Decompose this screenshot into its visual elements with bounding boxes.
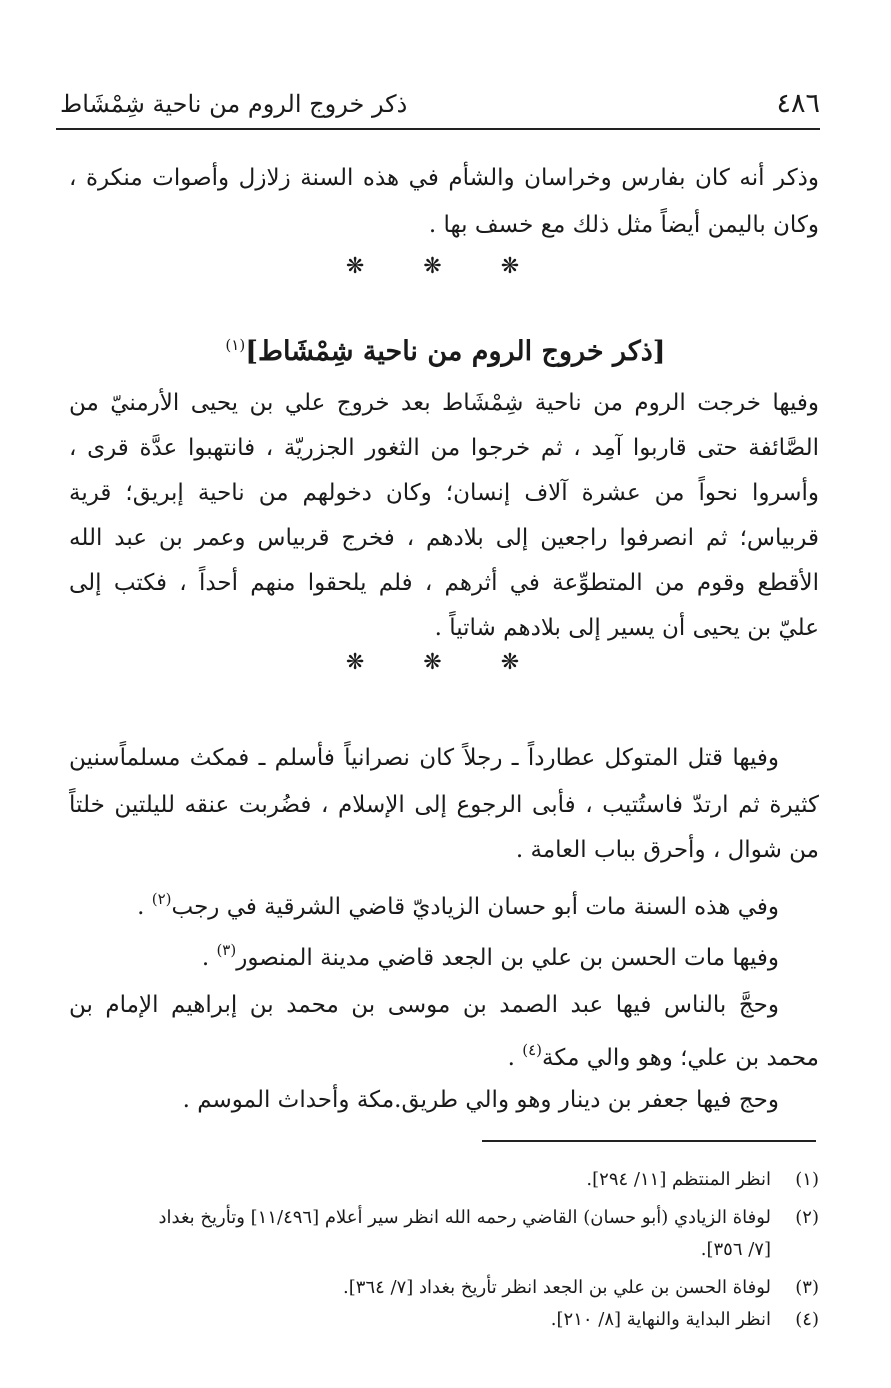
paragraph-line: وفيها قتل المتوكل عطارداً ـ رجلاً كان نصرانياً فأسلم ـ فمكث مسلماًسنين	[69, 745, 779, 771]
page-number: ٤٨٦	[776, 88, 820, 119]
paragraph-line	[69, 935, 779, 973]
paragraph-line: وحجَّ بالناس فيها عبد الصمد بن موسى بن محمد بن إبراهيم الإمام بن	[69, 992, 779, 1018]
footnote-continuation: [٧/ ٣٥٦].	[700, 1239, 771, 1260]
footnote	[69, 1166, 819, 1194]
sentence-end: .	[507, 1045, 523, 1071]
footnote-ref: (٢)	[151, 890, 172, 908]
running-header-title: ذكر خروج الروم من ناحية شِمْشَاط	[60, 90, 408, 118]
paragraph-line: وكان باليمن أيضاً مثل ذلك مع خسف بها .	[428, 212, 819, 238]
section-heading	[200, 336, 691, 367]
footnote-text: انظر المنتظم [١١/ ٢٩٤].	[586, 1169, 771, 1190]
section-heading-text: [ذكر خروج الروم من ناحية شِمْشَاط]	[245, 336, 666, 367]
paragraph-line: وحج فيها جعفر بن دينار وهو والي طريق.مكة وأحداث الموسم .	[182, 1087, 779, 1113]
footnote-text: لوفاة الزيادي (أبو حسان) القاضي رحمه الله انظر سير أعلام [١١/٤٩٦] وتأريخ بغداد	[158, 1207, 771, 1228]
header-divider	[56, 128, 820, 130]
footnote-number: (٤)	[795, 1309, 819, 1330]
section-separator: ❋ ❋ ❋	[345, 254, 546, 279]
footnote-divider	[482, 1140, 816, 1142]
running-header	[60, 86, 820, 126]
paragraph-line: وأسروا نحواً من عشرة آلاف إنسان؛ وكان دخولهم من ناحية إبريق؛ قرية	[69, 480, 819, 506]
paragraph-text: وفي هذه السنة مات أبو حسان الزياديّ قاضي الشرقية في رجب	[171, 894, 779, 920]
footnote-number: (٢)	[795, 1207, 819, 1228]
paragraph-line: وذكر أنه كان بفارس وخراسان والشأم في هذه السنة زلازل وأصوات منكرة ،	[69, 165, 819, 191]
footnote-number: (١)	[795, 1169, 819, 1190]
paragraph-line	[69, 884, 779, 922]
footnote-ref: (٣)	[216, 941, 237, 959]
footnote-number: (٣)	[795, 1277, 819, 1298]
footnote	[69, 1306, 819, 1334]
sentence-end: .	[137, 894, 152, 920]
paragraph-line: من شوال ، وأحرق بباب العامة .	[515, 837, 819, 863]
footnote-ref: (١)	[225, 336, 246, 354]
paragraph-line	[69, 1035, 819, 1073]
paragraph-line: الصَّائفة حتى قاربوا آمِد ، ثم خرجوا من الثغور الجزريّة ، فانتهبوا عدَّة قرى ،	[69, 435, 819, 461]
paragraph-line: عليّ بن يحيى أن يسير إلى بلادهم شاتياً .	[434, 615, 819, 641]
paragraph-line: الأقطع وقوم من المتطوِّعة في أثرهم ، فلم يلحقوا منهم أحداً ، فكتب إلى	[69, 570, 819, 596]
paragraph-line: وفيها خرجت الروم من ناحية شِمْشَاط بعد خروج علي بن يحيى الأرمنيّ من	[69, 390, 819, 416]
paragraph-text: محمد بن علي؛ وهو والي مكة	[542, 1045, 819, 1071]
section-separator: ❋ ❋ ❋	[345, 650, 546, 675]
footnote-ref: (٤)	[522, 1041, 543, 1059]
paragraph-line: كثيرة ثم ارتدّ فاستُتيب ، فأبى الرجوع إلى الإسلام ، فضُربت عنقه لليلتين خلتاً	[69, 792, 819, 818]
paragraph-text: وفيها مات الحسن بن علي بن الجعد قاضي مدينة المنصور	[236, 945, 779, 971]
sentence-end: .	[201, 945, 217, 971]
footnote	[69, 1274, 819, 1302]
footnote-text: انظر البداية والنهاية [٨/ ٢١٠].	[550, 1309, 771, 1330]
footnote	[69, 1204, 819, 1232]
footnote-text: لوفاة الحسن بن علي بن الجعد انظر تأريخ بغداد [٧/ ٣٦٤].	[343, 1277, 771, 1298]
paragraph-line: قربياس؛ ثم انصرفوا راجعين إلى بلادهم ، فخرج قربياس وعمر بن عبد الله	[69, 525, 819, 551]
